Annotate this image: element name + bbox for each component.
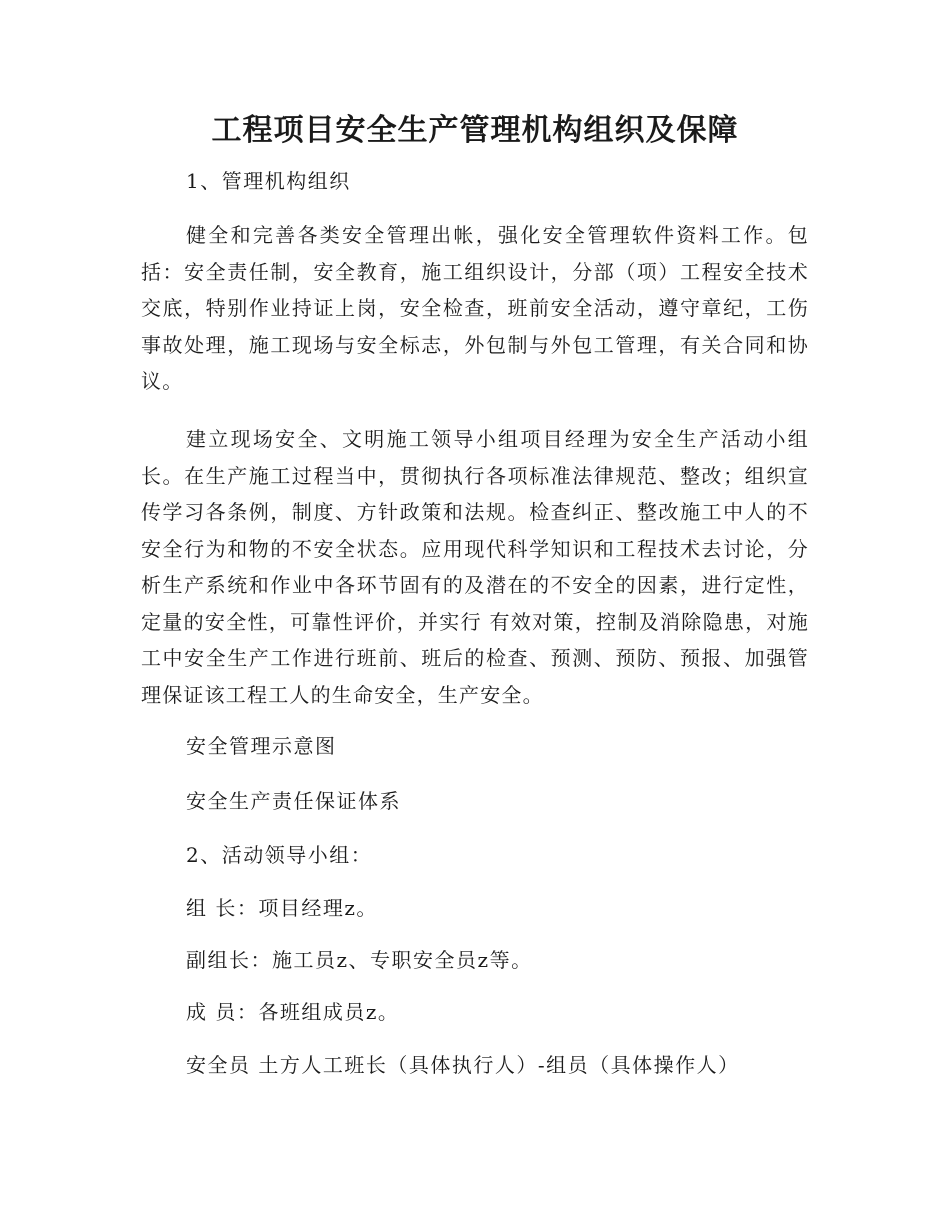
deputy-leader-line: 副组长：施工员z、专职安全员z等。 (186, 948, 533, 972)
members-line: 成 员：各班组成员z。 (186, 1000, 400, 1024)
diagram-label: 安全管理示意图 (186, 734, 337, 758)
system-label: 安全生产责任保证体系 (186, 789, 401, 813)
document-title: 工程项目安全生产管理机构组织及保障 (211, 113, 739, 148)
responsibility-chain-line: 安全员 土方人工班长（具体执行人）-组员（具体操作人） (186, 1053, 740, 1077)
paragraph-1: 健全和完善各类安全管理出帐，强化安全管理软件资料工作。包括：安全责任制，安全教育，施工组织设计，分部（项）工程安全技术交底，特别作业持证上岗，安全检查，班前安全活动，遵守章纪，工伤事故处理，施工现场与安全标志，外包制与外包工管理，有关合同和协议。 (141, 223, 809, 393)
section2-heading: 2、活动领导小组： (186, 843, 373, 867)
section1-heading: 1、管理机构组织 (186, 169, 351, 193)
paragraph-2: 建立现场安全、文明施工领导小组项目经理为安全生产活动小组长。在生产施工过程当中，贯彻执行各项标准法律规范、整改；组织宣传学习各条例，制度、方针政策和法规。检查纠正、整改施工中人的不安全行为和物的不安全状态。应用现代科学知识和工程技术去讨论，分析生产系统和作业中各环节固有的及潜在的不安全的因素，进行定性，定量的安全性，可靠性评价，并实行 有效对策，控制及消除隐患，对施工中安全生产工作进行班前、班后的检查、预测、预防、预报、加强管理保证该工程工人的生命安全，生产安全。 (141, 427, 809, 707)
leader-line: 组 长：项目经理z。 (186, 896, 378, 920)
